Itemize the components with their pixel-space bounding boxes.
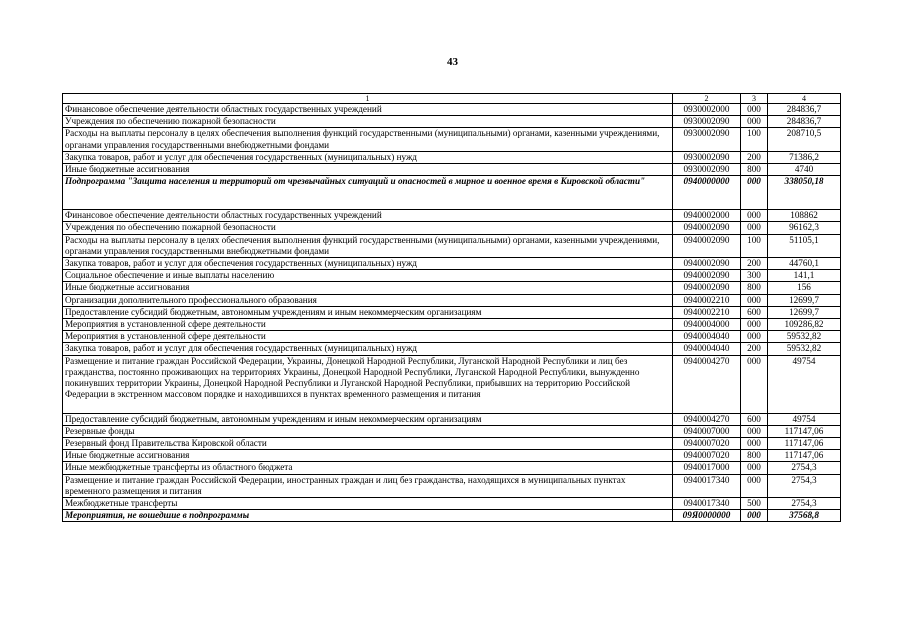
- table-row: [63, 319, 841, 331]
- row-type: 000: [741, 474, 768, 497]
- row-code: 0940002090: [673, 222, 741, 234]
- row-type: 000: [741, 331, 768, 343]
- table-row: [63, 270, 841, 282]
- row-code: 0940004000: [673, 319, 741, 331]
- row-type: 000: [741, 210, 768, 222]
- row-sum: 71386,2: [768, 151, 841, 163]
- row-sum: 284836,7: [768, 116, 841, 128]
- row-code: 0940017340: [673, 474, 741, 497]
- row-sum: 51105,1: [768, 234, 841, 257]
- row-code: 0940002090: [673, 282, 741, 294]
- row-type: 300: [741, 270, 768, 282]
- row-code: 0940000000: [673, 176, 741, 210]
- row-sum: 44760,1: [768, 258, 841, 270]
- row-name: Закупка товаров, работ и услуг для обеспечения государственных (муниципальных) нужд: [63, 258, 673, 270]
- row-name: Межбюджетные трансферты: [63, 498, 673, 510]
- row-code: 0940002090: [673, 270, 741, 282]
- table-header-row: [63, 94, 841, 104]
- table-row: [63, 355, 841, 413]
- row-type: 600: [741, 306, 768, 318]
- row-sum: 37568,8: [768, 510, 841, 522]
- row-code: 0930002090: [673, 151, 741, 163]
- row-sum: 12699,7: [768, 306, 841, 318]
- row-name: Учреждения по обеспечению пожарной безопасности: [63, 116, 673, 128]
- row-sum: 4740: [768, 164, 841, 176]
- table-row: [63, 234, 841, 257]
- row-type: 000: [741, 222, 768, 234]
- row-sum: 284836,7: [768, 104, 841, 116]
- table-row: [63, 413, 841, 425]
- table-row: [63, 128, 841, 151]
- row-type: 200: [741, 343, 768, 355]
- table-row: [63, 425, 841, 437]
- table-row: [63, 104, 841, 116]
- row-sum: 49754: [768, 355, 841, 413]
- row-code: 0930002090: [673, 164, 741, 176]
- row-type: 100: [741, 234, 768, 257]
- row-name: Расходы на выплаты персоналу в целях обеспечения выполнения функций государственными (муниципальными) органами, казенными учреждениями, органами управления государственными внебюджетными фондами: [63, 128, 673, 151]
- table-row: [63, 438, 841, 450]
- table-row: [63, 210, 841, 222]
- row-type: 200: [741, 151, 768, 163]
- row-type: 100: [741, 128, 768, 151]
- table-row: [63, 306, 841, 318]
- row-name: Социальное обеспечение и иные выплаты населению: [63, 270, 673, 282]
- subprogram-row: [63, 510, 841, 522]
- row-name: Подпрограмма "Защита населения и территорий от чрезвычайных ситуаций и опасностей в мирное и военное время в Кировской области": [63, 176, 673, 210]
- row-sum: 338050,18: [768, 176, 841, 210]
- row-sum: 59532,82: [768, 343, 841, 355]
- row-name: Иные межбюджетные трансферты из областного бюджета: [63, 462, 673, 474]
- row-name: Мероприятия, не вошедшие в подпрограммы: [63, 510, 673, 522]
- row-sum: 108862: [768, 210, 841, 222]
- row-name: Резервный фонд Правительства Кировской области: [63, 438, 673, 450]
- row-type: 000: [741, 355, 768, 413]
- row-sum: 49754: [768, 413, 841, 425]
- row-name: Мероприятия в установленной сфере деятельности: [63, 331, 673, 343]
- row-code: 0940002210: [673, 306, 741, 318]
- table-row: [63, 450, 841, 462]
- row-type: 000: [741, 319, 768, 331]
- row-name: Иные бюджетные ассигнования: [63, 450, 673, 462]
- budget-table: [62, 93, 841, 522]
- row-code: 0940002090: [673, 258, 741, 270]
- row-code: 0940002210: [673, 294, 741, 306]
- row-code: 0940017340: [673, 498, 741, 510]
- row-code: 09Я0000000: [673, 510, 741, 522]
- row-name: Размещение и питание граждан Российской Федерации, Украины, Донецкой Народной Республики, Луганской Народной Республики и лиц без гражданства, постоянно проживающих на территориях Украины, Донецкой Народной Республики, Луганской Народной Республики, вынужденно покинувших территории Украины, Донецкой Народной Республики и Луганской Народной Республики, прибывших на территорию Российской Федерации в экстренном массовом порядке и находившихся в пунктах временного размещения и питания: [63, 355, 673, 413]
- row-type: 800: [741, 450, 768, 462]
- table-row: [63, 498, 841, 510]
- row-type: 800: [741, 282, 768, 294]
- row-type: 000: [741, 438, 768, 450]
- row-code: 0940004040: [673, 331, 741, 343]
- row-type: 000: [741, 176, 768, 210]
- row-code: 0940002000: [673, 210, 741, 222]
- table-row: [63, 343, 841, 355]
- row-code: 0940017000: [673, 462, 741, 474]
- row-code: 0940007000: [673, 425, 741, 437]
- row-type: 000: [741, 510, 768, 522]
- row-type: 000: [741, 462, 768, 474]
- table-row: [63, 164, 841, 176]
- row-name: Закупка товаров, работ и услуг для обеспечения государственных (муниципальных) нужд: [63, 151, 673, 163]
- row-code: 0940004270: [673, 413, 741, 425]
- row-name: Финансовое обеспечение деятельности областных государственных учреждений: [63, 210, 673, 222]
- row-code: 0940002090: [673, 234, 741, 257]
- row-name: Организации дополнительного профессионального образования: [63, 294, 673, 306]
- table-row: [63, 462, 841, 474]
- row-name: Учреждения по обеспечению пожарной безопасности: [63, 222, 673, 234]
- row-name: Иные бюджетные ассигнования: [63, 282, 673, 294]
- row-type: 000: [741, 425, 768, 437]
- row-type: 800: [741, 164, 768, 176]
- row-name: Иные бюджетные ассигнования: [63, 164, 673, 176]
- row-sum: 117147,06: [768, 425, 841, 437]
- table-row: [63, 151, 841, 163]
- row-sum: 109286,82: [768, 319, 841, 331]
- row-code: 0940007020: [673, 450, 741, 462]
- row-name: Мероприятия в установленной сфере деятельности: [63, 319, 673, 331]
- row-name: Предоставление субсидий бюджетным, автономным учреждениям и иным некоммерческим организациям: [63, 413, 673, 425]
- row-code: 0940007020: [673, 438, 741, 450]
- row-name: Размещение и питание граждан Российской Федерации, иностранных граждан и лиц без гражданства, находящихся в муниципальных пунктах временного размещения и питания: [63, 474, 673, 497]
- row-type: 000: [741, 104, 768, 116]
- row-code: 0930002090: [673, 128, 741, 151]
- header-col-3: 3: [741, 94, 768, 104]
- table-row: [63, 258, 841, 270]
- row-sum: 2754,3: [768, 498, 841, 510]
- row-type: 000: [741, 294, 768, 306]
- row-sum: 208710,5: [768, 128, 841, 151]
- header-col-1: 1: [63, 94, 673, 104]
- row-sum: 117147,06: [768, 450, 841, 462]
- row-sum: 12699,7: [768, 294, 841, 306]
- header-col-2: 2: [673, 94, 741, 104]
- row-type: 000: [741, 116, 768, 128]
- row-sum: 2754,3: [768, 474, 841, 497]
- table-row: [63, 474, 841, 497]
- row-code: 0930002090: [673, 116, 741, 128]
- subprogram-row: [63, 176, 841, 210]
- table-row: [63, 222, 841, 234]
- row-code: 0940004270: [673, 355, 741, 413]
- row-name: Предоставление субсидий бюджетным, автономным учреждениям и иным некоммерческим организациям: [63, 306, 673, 318]
- row-type: 500: [741, 498, 768, 510]
- row-sum: 141,1: [768, 270, 841, 282]
- row-code: 0930002000: [673, 104, 741, 116]
- table-row: [63, 294, 841, 306]
- row-name: Резервные фонды: [63, 425, 673, 437]
- table-row: [63, 331, 841, 343]
- table-row: [63, 116, 841, 128]
- row-sum: 117147,06: [768, 438, 841, 450]
- page-number: 43: [447, 56, 458, 68]
- row-sum: 156: [768, 282, 841, 294]
- table-row: [63, 282, 841, 294]
- row-sum: 59532,82: [768, 331, 841, 343]
- row-code: 0940004040: [673, 343, 741, 355]
- row-type: 600: [741, 413, 768, 425]
- row-name: Закупка товаров, работ и услуг для обеспечения государственных (муниципальных) нужд: [63, 343, 673, 355]
- row-name: Финансовое обеспечение деятельности областных государственных учреждений: [63, 104, 673, 116]
- header-col-4: 4: [768, 94, 841, 104]
- row-name: Расходы на выплаты персоналу в целях обеспечения выполнения функций государственными (муниципальными) органами, казенными учреждениями, органами управления государственными внебюджетными фондами: [63, 234, 673, 257]
- row-sum: 2754,3: [768, 462, 841, 474]
- row-type: 200: [741, 258, 768, 270]
- row-sum: 96162,3: [768, 222, 841, 234]
